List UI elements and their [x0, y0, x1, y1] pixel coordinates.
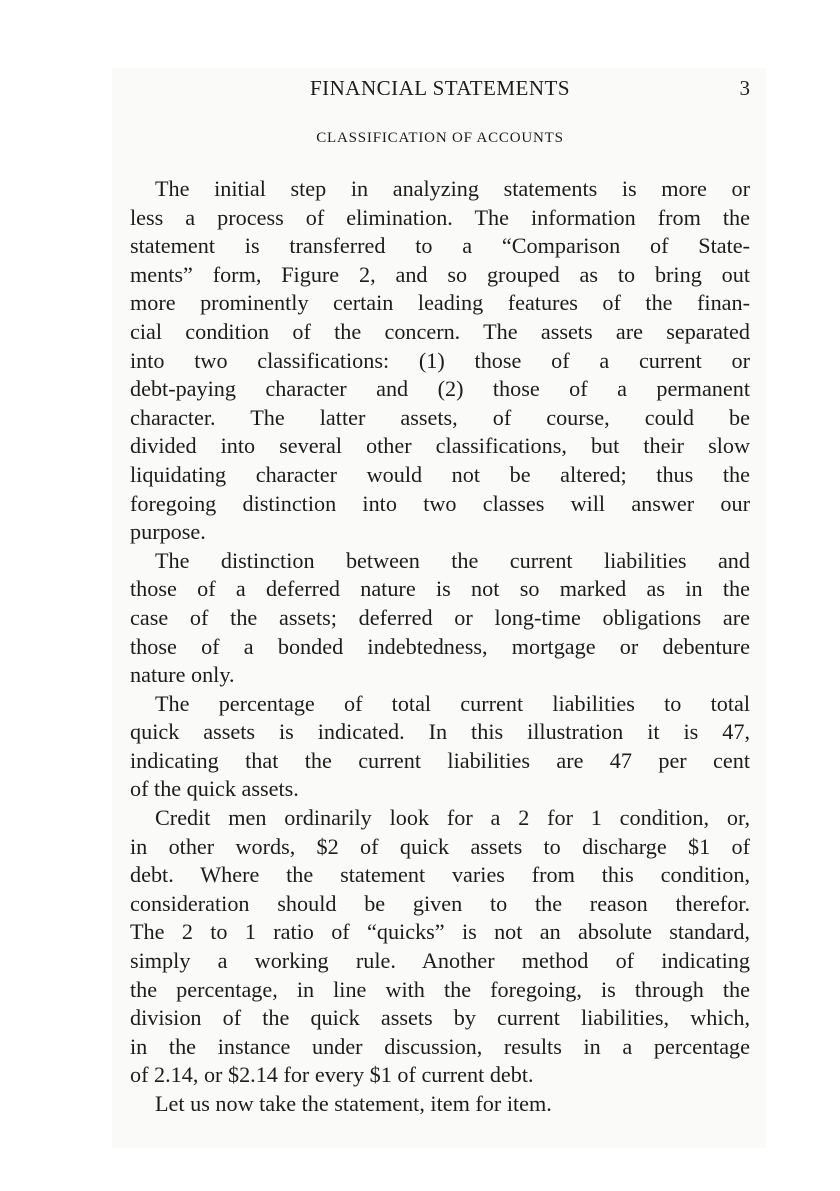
text-line: consideration should be given to the reason therefor.	[130, 890, 750, 916]
text-line: the percentage, in line with the foregoing, is through the	[130, 976, 750, 1002]
text-line: of 2.14, or $2.14 for every $1 of current debt.	[130, 1062, 534, 1088]
text-line: debt. Where the statement varies from this condition,	[130, 862, 750, 888]
text-line: in the instance under discussion, results in a percentage	[130, 1033, 750, 1059]
text-line: The initial step in analyzing statements is more or	[155, 176, 750, 201]
text-line: quick assets is indicated. In this illustration it is 47,	[130, 719, 750, 745]
section-heading: CLASSIFICATION OF ACCOUNTS	[316, 130, 564, 146]
text-line: statement is transferred to a “Comparison of State-	[130, 233, 750, 259]
text-line: those of a bonded indebtedness, mortgage or debenture	[130, 633, 750, 659]
text-line: divided into several other classifications, but their slow	[130, 433, 750, 459]
text-line: simply a working rule. Another method of indicating	[130, 948, 750, 974]
text-line: into two classifications: (1) those of a current or	[130, 347, 750, 373]
text-line: more prominently certain leading features of the finan-	[130, 290, 750, 316]
text-line: The distinction between the current liabilities and	[155, 547, 750, 573]
text-line: purpose.	[130, 519, 206, 545]
text-line: less a process of elimination. The information from the	[130, 204, 750, 230]
text-line: debt-paying character and (2) those of a permanent	[130, 376, 750, 402]
text-line: Let us now take the statement, item for item.	[155, 1091, 552, 1116]
text-line: nature only.	[130, 662, 235, 688]
text-line: liquidating character would not be altered; thus the	[130, 461, 750, 487]
page-number: 3	[739, 76, 750, 100]
text-line: cial condition of the concern. The assets are separated	[130, 318, 750, 344]
body-text	[130, 175, 750, 1119]
text-line: Credit men ordinarily look for a 2 for 1 condition, or,	[155, 805, 750, 831]
text-line: character. The latter assets, of course, could be	[130, 404, 750, 430]
text-line: those of a deferred nature is not so marked as in the	[130, 576, 750, 602]
text-line: division of the quick assets by current liabilities, which,	[130, 1005, 750, 1031]
running-title: FINANCIAL STATEMENTS	[309, 76, 571, 100]
text-line: in other words, $2 of quick assets to discharge $1 of	[130, 833, 750, 859]
text-line: foregoing distinction into two classes will answer our	[130, 490, 750, 516]
text-line: ments” form, Figure 2, and so grouped as to bring out	[130, 261, 750, 287]
running-head	[130, 76, 750, 102]
text-line: of the quick assets.	[130, 776, 299, 802]
text-line: indicating that the current liabilities are 47 per cent	[130, 747, 750, 773]
text-line: case of the assets; deferred or long-time obligations are	[130, 604, 750, 630]
text-line: The 2 to 1 ratio of “quicks” is not an absolute standard,	[130, 919, 750, 945]
text-line: The percentage of total current liabilities to total	[155, 690, 750, 716]
